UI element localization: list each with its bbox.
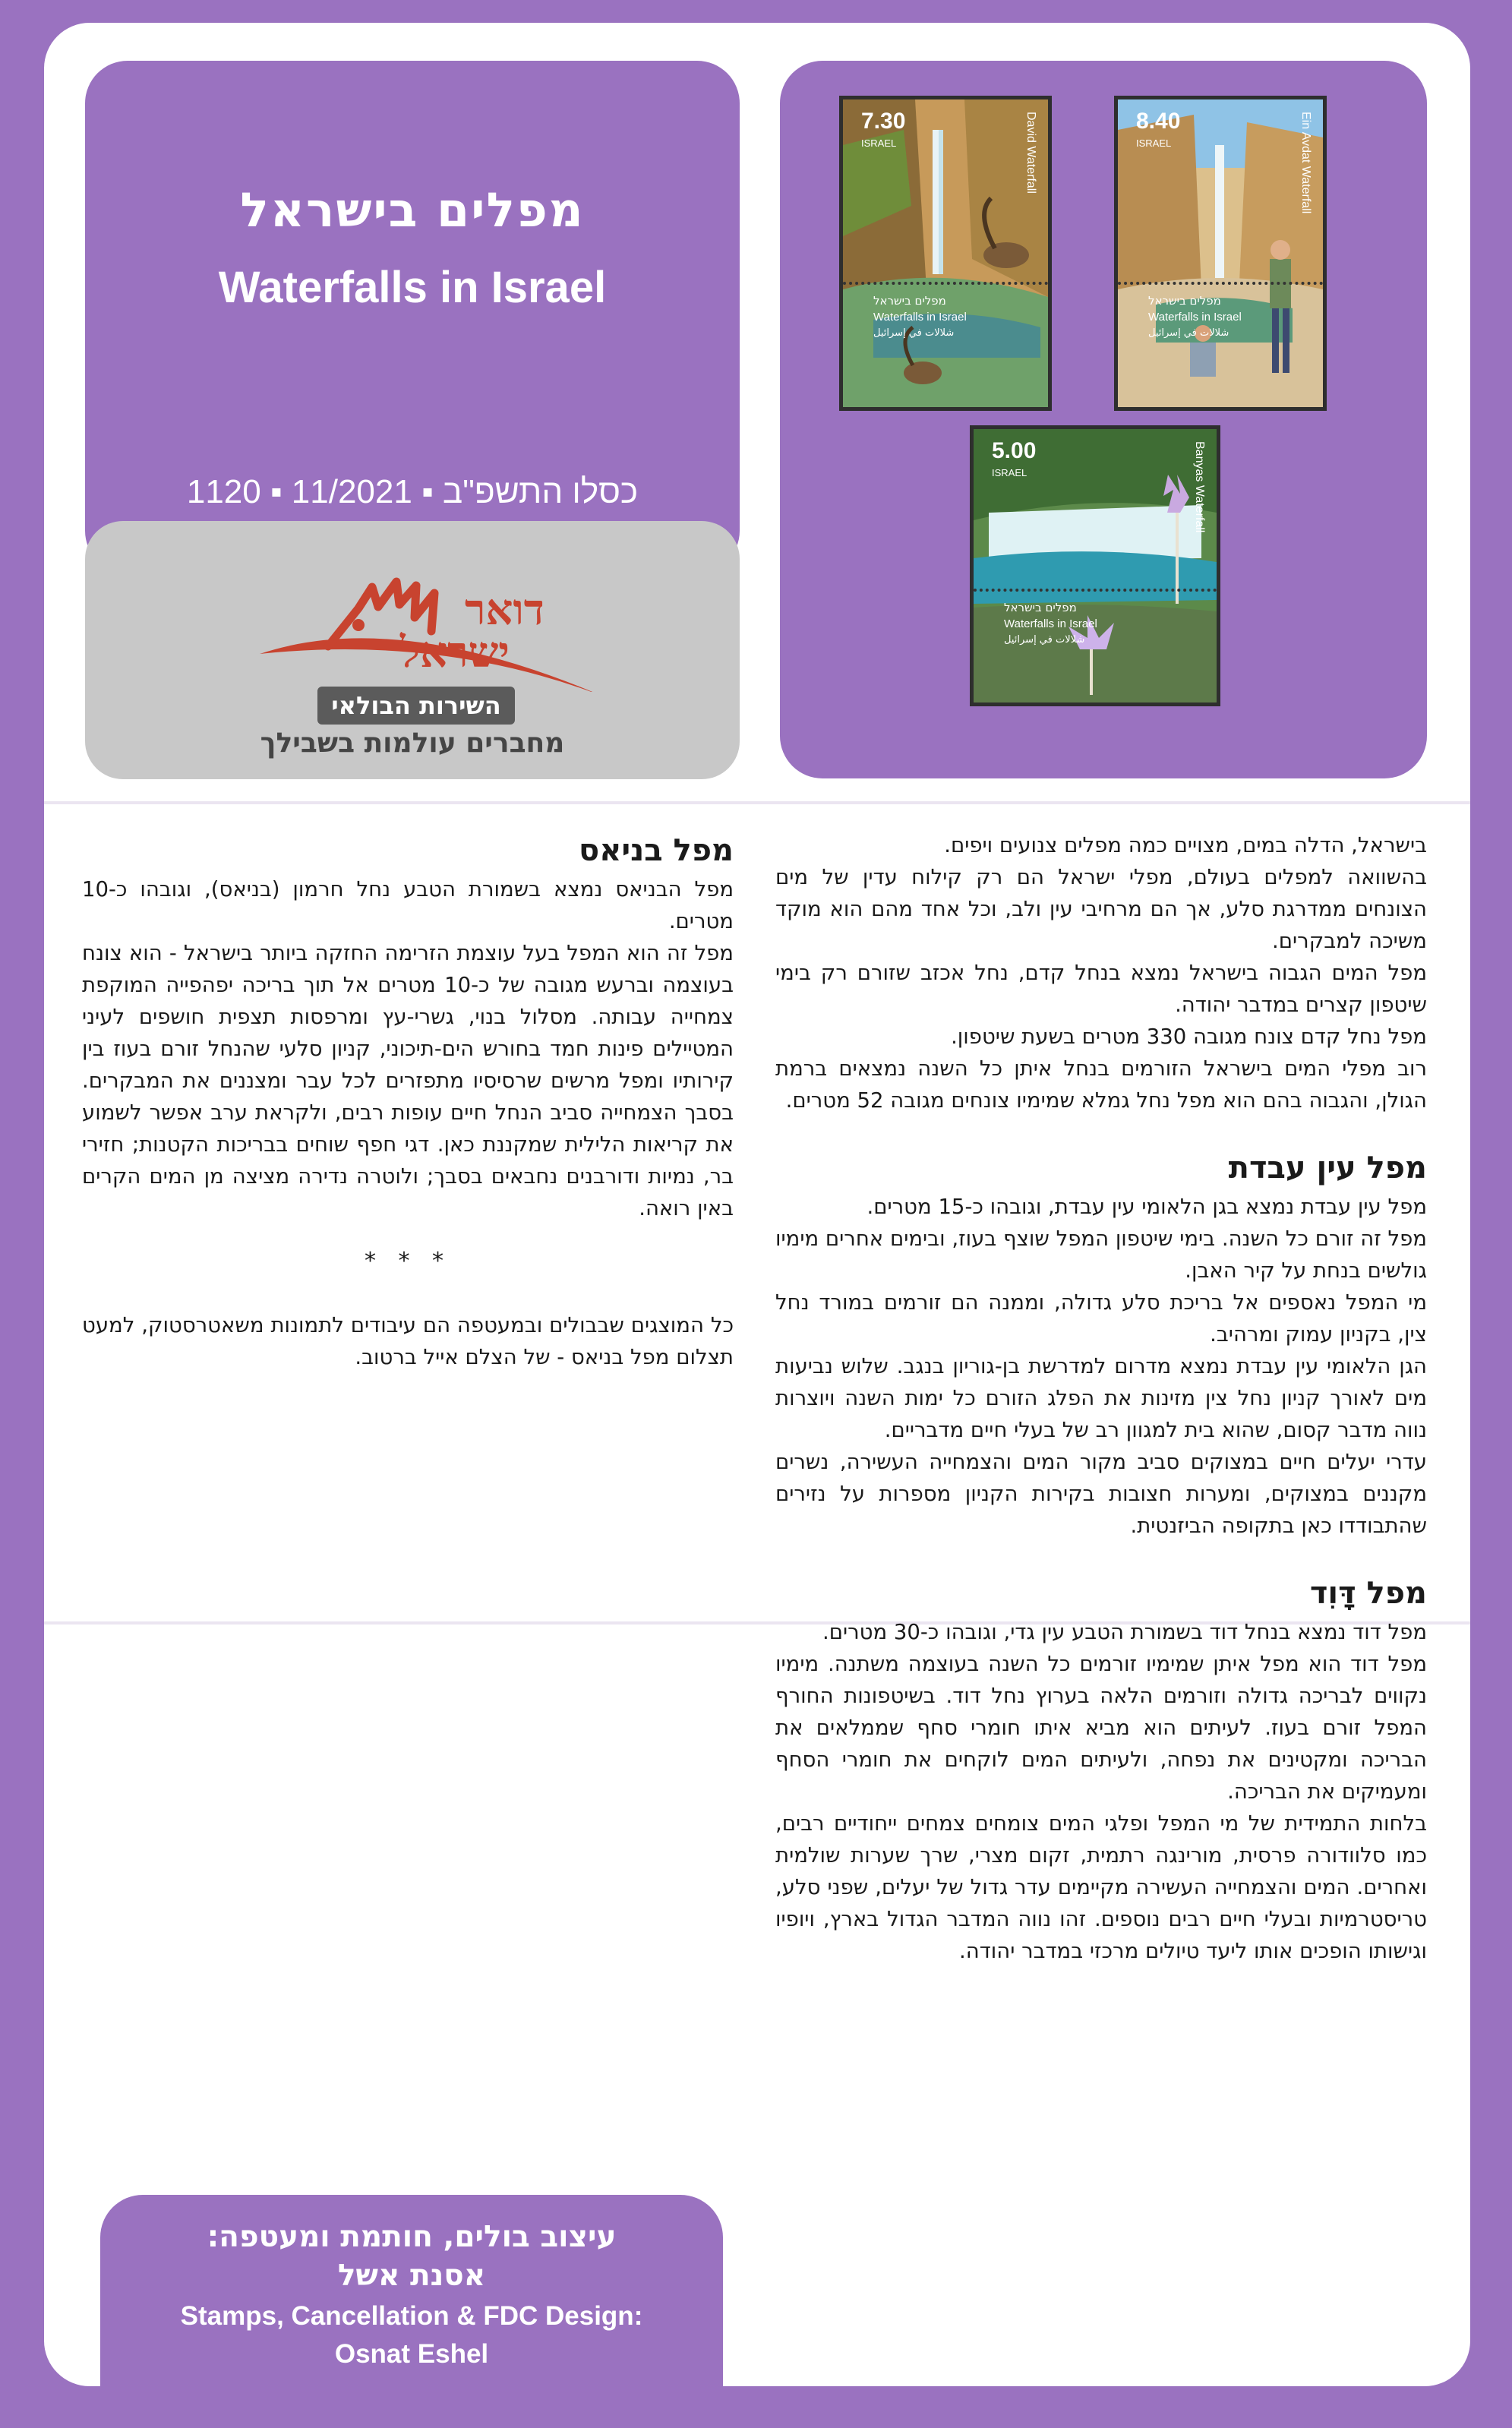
stamp-denomination: 7.30 xyxy=(861,109,906,134)
stamp-ein-avdat-waterfall xyxy=(1114,96,1327,411)
stamp-denomination: 8.40 xyxy=(1136,109,1181,134)
design-credit-block xyxy=(100,2195,723,2386)
stamp-country: ISRAEL xyxy=(1136,137,1172,149)
credit-english-line1: Stamps, Cancellation & FDC Design: xyxy=(180,2301,643,2331)
david-paragraph-2: מפל דוד הוא מפל איתן שמימיו זורמים כל השנה בעוצמה משתנה. מימיו נקווים לבריכה גדולה וזורמים הלאה בערוץ נחל דוד. בשיטפונות החורף המפל זורם בעוז. לעיתים הוא מביא איתו חומרי סחף שממלאים את הבריכה ומקטינים את נפחה, ולעיתים המים לוקחים את חומרי הסחף ומעמיקים את הבריכה. xyxy=(775,1652,1427,1804)
avdat-paragraph-3: מי המפל נאספים אל בריכת סלע גדולה, וממנה הם זורמים במורד נחל צין, בקניון עמוק ומרהיב. xyxy=(775,1290,1427,1347)
right-text-column xyxy=(775,829,1427,1967)
stamp-tab-hebrew: מפלים בישראל xyxy=(1148,294,1221,308)
photo-credit-paragraph: כל המוצגים שבבולים ובמעטפה הם עיבודים לתמונות משאטרסטוק, למעט תצלום מפל בניאס - של הצלם אייל ברטוב. xyxy=(82,1313,734,1369)
stamp-name-vertical: David Waterfall xyxy=(1024,112,1037,194)
stamp-tab-english: Waterfalls in Israel xyxy=(1148,311,1242,324)
israel-post-logo-block xyxy=(85,521,740,779)
stamp-perforation xyxy=(843,282,1048,292)
logo-tagline: מחברים עולמות בשבילך xyxy=(260,728,565,759)
section-divider-stars: * * * xyxy=(364,1248,452,1274)
stamp-tab-hebrew: מפלים בישראל xyxy=(1004,601,1077,614)
avdat-paragraph-5: עדרי יעלים חיים במצוקים סביב מקור המים והצמחייה העשירה, נשרים מקננים במצוקים, ומערות חצובות בקירות הקניון מספרות על נזירים שהתבודדו כאן בתקופה הביזנטית. xyxy=(775,1450,1427,1538)
stamp-denomination: 5.00 xyxy=(992,438,1037,463)
stamp-david-waterfall xyxy=(839,96,1052,411)
logo-text-line2: ישראל xyxy=(400,627,510,677)
intro-paragraph-1: בישראל, הדלה במים, מצויים כמה מפלים צנועים ויפים. xyxy=(944,833,1427,857)
stamp-tab-arabic: شلالات في إسرائيل xyxy=(873,327,955,339)
banyas-paragraph-1: מפל הבניאס נמצא בשמורת הטבע נחל חרמון (בניאס), וגובהו כ-10 מטרים. xyxy=(82,877,734,933)
stamp-perforation xyxy=(1118,282,1323,292)
heading-banyas: מפל בניאס xyxy=(579,833,734,868)
stamp-tab-arabic: شلالات في إسرائيل xyxy=(1004,634,1085,646)
stamp-perforation xyxy=(974,589,1217,599)
issue-line: כסלו התשפ"ב ▪ 11/2021 ▪ 1120 xyxy=(186,473,639,510)
stamps-block xyxy=(780,61,1427,778)
stamp-banyas-waterfall xyxy=(970,425,1220,706)
david-paragraph-1: מפל דוד נמצא בנחל דוד בשמורת הטבע עין גדי, וגובהו כ-30 מטרים. xyxy=(822,1620,1427,1644)
intro-paragraph-4: מפל נחל קדם צונח מגובה 330 מטרים בשעת שיטפון. xyxy=(951,1025,1427,1049)
david-paragraph-3: בלחות התמידית של מי המפל ופלגי המים צומחים צמחים ייחודיים רבים, כמו סלוודורה פרסית, מורינגה רתמית, זקום מצרי, שרך שערות שולמית ואחרים. המים והצמחייה העשירה מקיימים עדר גדול של יעלים, שפני סלע, טריסטרמיות ובעלי חיים רבים נוספים. זהו נווה המדבר הגדול בארץ, ויופיו וגישותו הופכים אותו ליעד טיולים מרכזי במדבר יהודה. xyxy=(775,1811,1427,1963)
heading-david: מפל דָּוִד xyxy=(1309,1576,1427,1611)
banyas-paragraph-2: מפל זה הוא המפל בעל עוצמת הזרימה החזקה ביותר בישראל - הוא צונח בעוצמה וברעש מגובה של כ-10 מטרים אל תוך בריכה יפהפייה המוקפת צמחייה עבותה. מסלול בנוי, גשרי-עץ ומרפסות תצפית חושפים לעיני המטיילים פינות חמד בחורש הים-תיכוני, קניון סלעי שהנחל זורם בעוז בין קירותיו ומפל מרשים שרסיסיו מתפזרים לכל עבר ומצננים את המבקרים. בסבך הצמחייה סביב הנחל חיים עופות רבים, ולקראת ערב אפשר לשמוע את קריאות הלילית שמקננת כאן. דגי חפף שוחים בבריכות הקטנות; חזירי בר, נמיות ודורבנים נחבאים בסבך; ולוטרה נדירה מציצה מן המים הקרים באין רואה. xyxy=(82,941,734,1220)
heading-ein-avdat: מפל עין עבדת xyxy=(1228,1151,1427,1186)
stamp-tab-arabic: شلالات في إسرائيل xyxy=(1148,327,1229,339)
left-text-column xyxy=(82,828,734,1373)
avdat-paragraph-4: הגן הלאומי עין עבדת נמצא מדרום למדרשת בן-גוריון בנגב. שלוש נביעות מים לאורך קניון נחל צין מזינות את הפלג הזורם כל ימות השנה ויוצרות נווה מדבר קסום, שהוא בית למגוון רב של בעלי חיים מדבריים. xyxy=(775,1354,1427,1442)
credit-english-line2: Osnat Eshel xyxy=(334,2339,489,2369)
intro-paragraph-5: רוב מפלי המים בישראל הזורמים בנחל איתן כל השנה נמצאים ברמת הגולן, והגבוה בהם הוא מפל נחל גמלא שמימיו צונחים מגובה 52 מטרים. xyxy=(775,1056,1427,1113)
credit-hebrew-line1: עיצוב בולים, חותמת ומעטפה: xyxy=(207,2220,617,2254)
logo-text-line1: דואר xyxy=(465,585,545,635)
philatelic-service-badge: השירות הבולאי xyxy=(317,687,515,725)
stamp-name-vertical: Ein Avdat Waterfall xyxy=(1299,112,1312,214)
credit-hebrew-line2: אסנת אשל xyxy=(337,2259,486,2293)
stamp-country: ISRAEL xyxy=(861,137,897,149)
title-block xyxy=(85,61,740,573)
intro-paragraph-3: מפל המים הגבוה בישראל נמצא בנחל קדם, נחל אכזב שזורם רק בימי שיטפון קצרים במדבר יהודה. xyxy=(775,961,1427,1017)
fold-line-upper xyxy=(44,801,1470,804)
avdat-paragraph-1: מפל עין עבדת נמצא בגן הלאומי עין עבדת, וגובהו כ-15 מטרים. xyxy=(866,1195,1427,1219)
avdat-paragraph-2: מפל זה זורם כל השנה. בימי שיטפון המפל שוצף בעוז, ובימים אחרים מימיו גולשים בנחת על קיר האבן. xyxy=(775,1227,1427,1283)
intro-paragraph-2: בהשוואה למפלים בעולם, מפלי ישראל הם רק קילוח עדין של מים הצונחים ממדרגת סלע, אך הם מרחיבי עין ולב, וכל אחד מהם הוא מוקד משיכה למבקרים. xyxy=(775,865,1427,953)
stamp-country: ISRAEL xyxy=(992,467,1027,478)
title-hebrew: מפלים בישראל xyxy=(240,182,585,238)
title-english: Waterfalls in Israel xyxy=(218,263,607,312)
stamp-tab-hebrew: מפלים בישראל xyxy=(873,294,946,308)
stamp-tab-english: Waterfalls in Israel xyxy=(1004,617,1097,630)
stamp-tab-english: Waterfalls in Israel xyxy=(873,311,967,324)
stamp-name-vertical: Banyas Waterfall xyxy=(1193,441,1206,533)
